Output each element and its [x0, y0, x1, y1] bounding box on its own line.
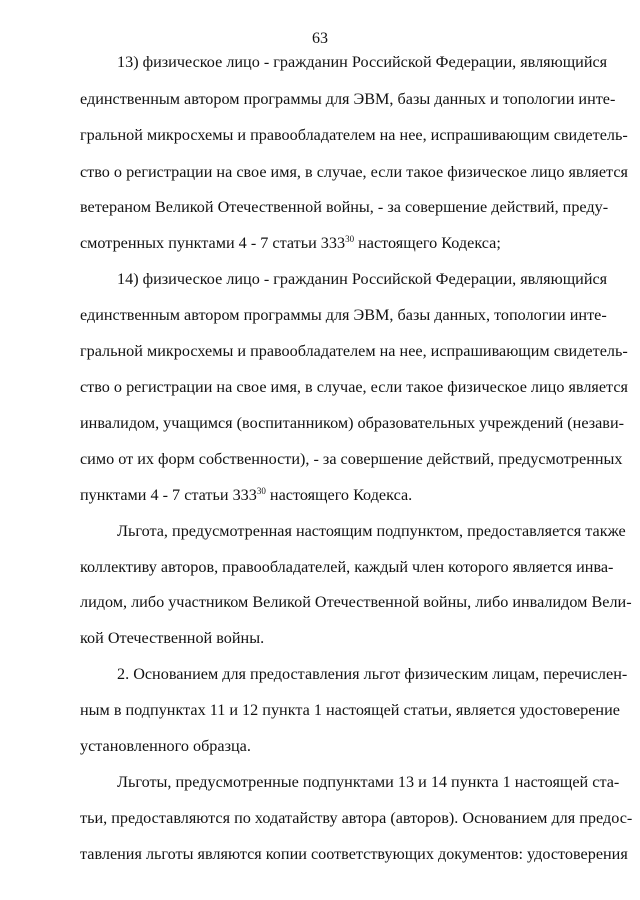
superscript: 30: [256, 486, 266, 496]
text-line: единственным автором программы для ЭВМ, базы данных и топологии инте-: [80, 90, 616, 108]
text-line: ство о регистрации на свое имя, в случае, если такое физическое лицо является: [80, 378, 628, 396]
text-line-last: [80, 233, 600, 253]
text-line: гральной микросхемы и правообладателем на нее, испрашивающим свидетель-: [80, 126, 628, 144]
text-line: инвалидом, учащимся (воспитанником) образовательных учреждений (незави-: [80, 414, 624, 432]
text-line: коллективу авторов, правообладателей, каждый член которого является инва-: [80, 558, 614, 576]
text-line: Льгота, предусмотренная настоящим подпунктом, предоставляется также: [117, 522, 626, 540]
text-segment: пунктами 4 - 7 статьи 333: [80, 486, 257, 504]
text-line: лидом, либо участником Великой Отечественной войны, либо инвалидом Вели-: [80, 593, 632, 611]
superscript: 30: [345, 234, 355, 244]
text-line: установленного образца.: [80, 737, 251, 755]
text-line-last: [80, 485, 600, 505]
text-line: ным в подпунктах 11 и 12 пункта 1 настоящей статьи, является удостоверение: [80, 701, 620, 719]
text-line: 13) физическое лицо - гражданин Российской Федерации, являющийся: [117, 53, 608, 71]
text-line: гральной микросхемы и правообладателем на нее, испрашивающим свидетель-: [80, 342, 628, 360]
text-line: симо от их форм собственности), - за совершение действий, предусмотренных: [80, 450, 623, 468]
page-number: 63: [312, 30, 328, 47]
text-segment: смотренных пунктами 4 - 7 статьи 333: [80, 234, 346, 252]
text-line: единственным автором программы для ЭВМ, базы данных, топологии инте-: [80, 306, 607, 324]
text-line: Льготы, предусмотренные подпунктами 13 и 14 пункта 1 настоящей ста-: [117, 773, 620, 791]
text-segment: настоящего Кодекса;: [354, 234, 501, 252]
text-segment: настоящего Кодекса.: [265, 486, 413, 504]
text-line: ветераном Великой Отечественной войны, - за совершение действий, преду-: [80, 198, 609, 216]
text-line: тавления льготы являются копии соответствующих документов: удостоверения: [80, 845, 628, 863]
text-line: кой Отечественной войны.: [80, 629, 265, 647]
text-line: ство о регистрации на свое имя, в случае, если такое физическое лицо является: [80, 163, 628, 181]
text-line: 14) физическое лицо - гражданин Российской Федерации, являющийся: [117, 270, 608, 288]
text-line: тьи, предоставляются по ходатайству автора (авторов). Основанием для предос-: [80, 809, 633, 827]
text-line: 2. Основанием для предоставления льгот физическим лицам, перечислен-: [117, 665, 628, 683]
